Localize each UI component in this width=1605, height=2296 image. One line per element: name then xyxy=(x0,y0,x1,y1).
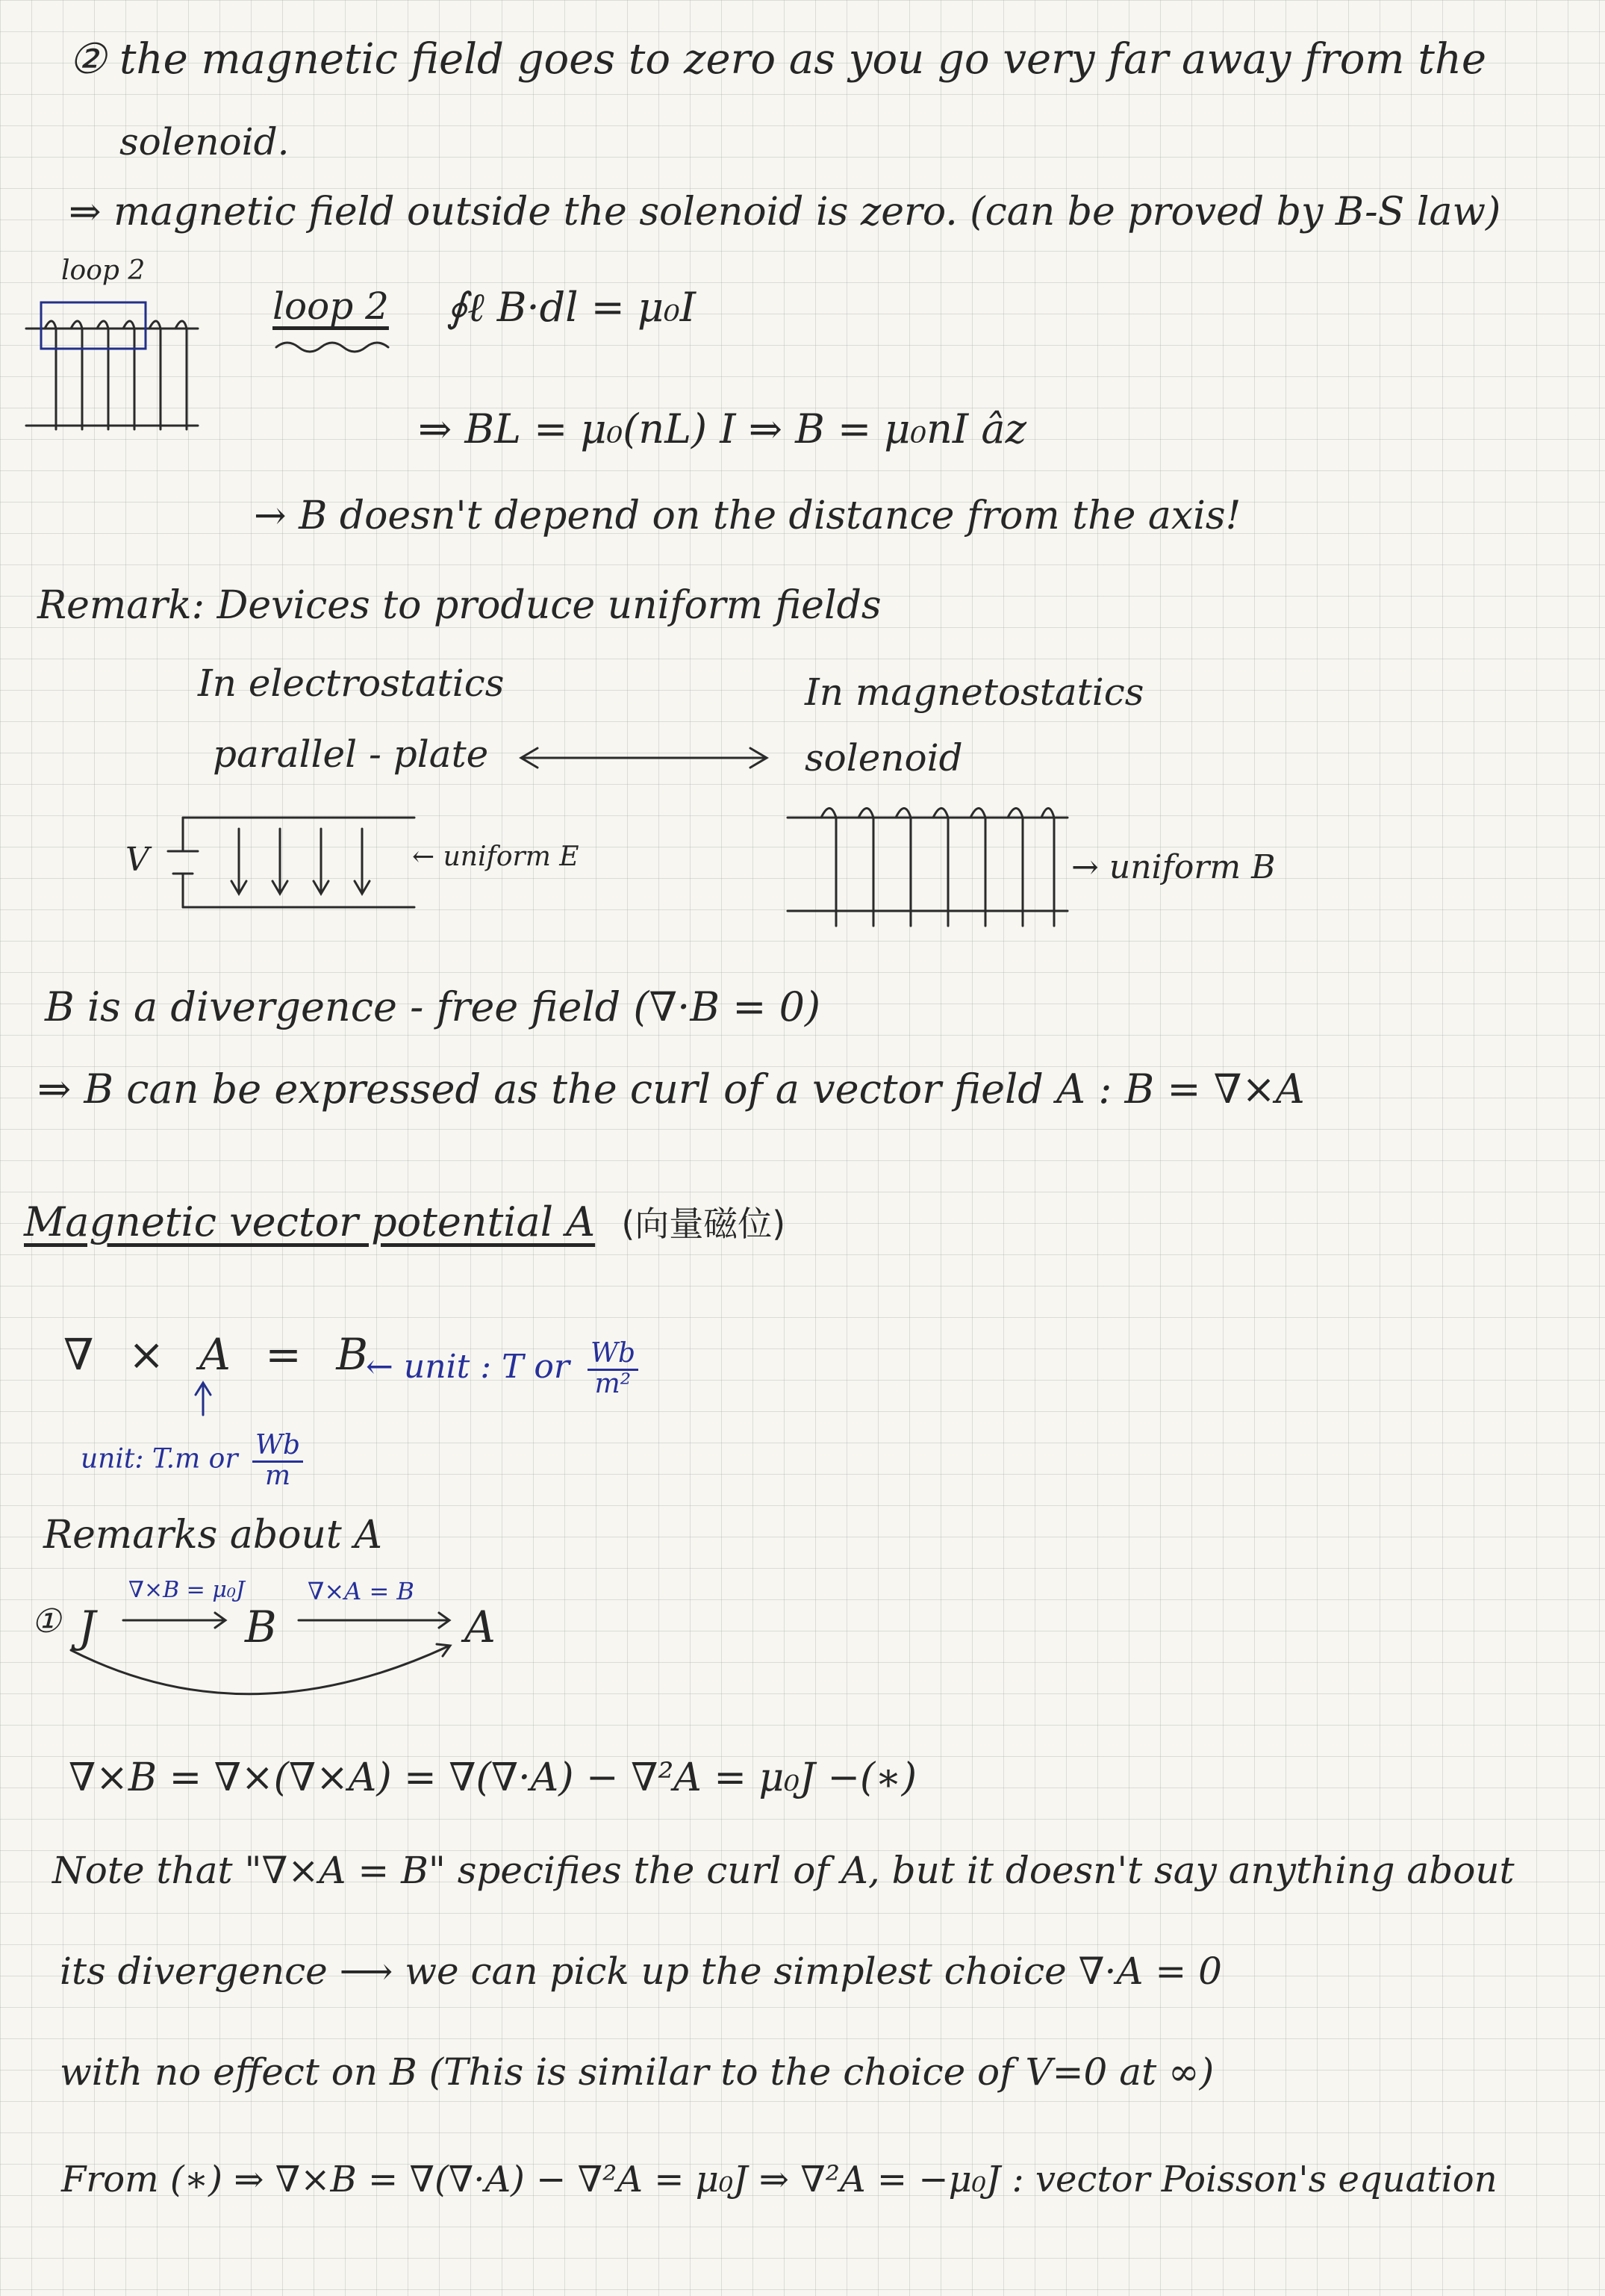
unit-arrow xyxy=(196,1383,211,1415)
divergence-free-line: B is a divergence - free field (∇·B = 0) xyxy=(45,983,821,1030)
equation-star: ∇×B = ∇×(∇×A) = ∇(∇·A) − ∇²A = μ₀J −(∗) xyxy=(69,1755,917,1800)
note-line-2: its divergence ⟶ we can pick up the simplest choice ∇·A = 0 xyxy=(60,1950,1222,1993)
wavy-underline xyxy=(276,343,388,352)
vector-potential-title: Magnetic vector potential A xyxy=(24,1198,596,1245)
b-independent-line: → B doesn't depend on the distance from the axis! xyxy=(254,494,1241,538)
curl-a-equation: ∇ × A = B xyxy=(63,1329,378,1380)
small-solenoid-drawing xyxy=(26,302,198,429)
electrostatics-label: In electrostatics xyxy=(198,662,505,705)
field-arrows-e xyxy=(231,829,370,894)
unit-a-denominator: m xyxy=(264,1460,291,1491)
ampere-equation: ∮ℓ B·dl = μ₀I xyxy=(446,284,696,331)
vector-potential-chinese: (向量磁位) xyxy=(621,1204,786,1244)
unit-a-text: unit: T.m or xyxy=(81,1443,238,1475)
unit-b-denominator: m² xyxy=(594,1369,632,1399)
flow-arrows xyxy=(71,1613,450,1694)
unit-b-text: ← unit : T or xyxy=(366,1348,570,1386)
line-outside-zero: ⇒ magnetic field outside the solenoid is zero. (can be proved by B-S law) xyxy=(69,190,1501,234)
flow-j: J xyxy=(78,1602,96,1652)
poisson-line: From (∗) ⇒ ∇×B = ∇(∇·A) − ∇²A = μ₀J ⇒ ∇²A = −μ₀J : vector Poisson's equation xyxy=(61,2159,1498,2200)
loop-2-title: loop 2 xyxy=(272,284,389,328)
unit-a-numerator: Wb xyxy=(252,1432,303,1463)
magnetostatics-label: In magnetostatics xyxy=(805,671,1144,714)
remark-heading: Remark: Devices to produce uniform fields xyxy=(37,583,882,628)
flow-number: ① xyxy=(31,1602,61,1640)
bl-equation: ⇒ BL = μ₀(nL) I ⇒ B = μ₀nI âz xyxy=(418,405,1027,452)
note-line-1: Note that "∇×A = B" specifies the curl of A, but it doesn't say anything about xyxy=(52,1849,1515,1892)
flow-b: B xyxy=(245,1602,277,1652)
solenoid-label: solenoid xyxy=(805,736,963,780)
uniform-b-label: → uniform B xyxy=(1071,848,1276,886)
line-solenoid: solenoid. xyxy=(119,120,290,164)
line-field-zero: ② the magnetic field goes to zero as you go very far away from the xyxy=(69,35,1487,84)
loop-2-label: loop 2 xyxy=(61,255,146,286)
flow-op-curl-b: ∇×B = μ₀J xyxy=(128,1577,245,1603)
flow-op-curl-a: ∇×A = B xyxy=(308,1577,414,1605)
uniform-e-label: ← uniform E xyxy=(412,841,579,872)
parallel-plate-label: parallel - plate xyxy=(213,732,489,776)
unit-b-numerator: Wb xyxy=(588,1340,638,1371)
large-solenoid-drawing xyxy=(788,809,1068,927)
double-arrow xyxy=(521,748,767,768)
parallel-plate-drawing xyxy=(168,818,414,907)
note-line-3: with no effect on B (This is similar to the choice of V=0 at ∞) xyxy=(60,2050,1215,2094)
remarks-about-a: Remarks about A xyxy=(43,1513,382,1558)
small-solenoid-turns xyxy=(45,321,187,429)
curl-expression-line: ⇒ B can be expressed as the curl of a vector field A : B = ∇×A xyxy=(37,1065,1305,1113)
voltage-label: V xyxy=(125,841,149,879)
flow-a: A xyxy=(464,1602,496,1652)
